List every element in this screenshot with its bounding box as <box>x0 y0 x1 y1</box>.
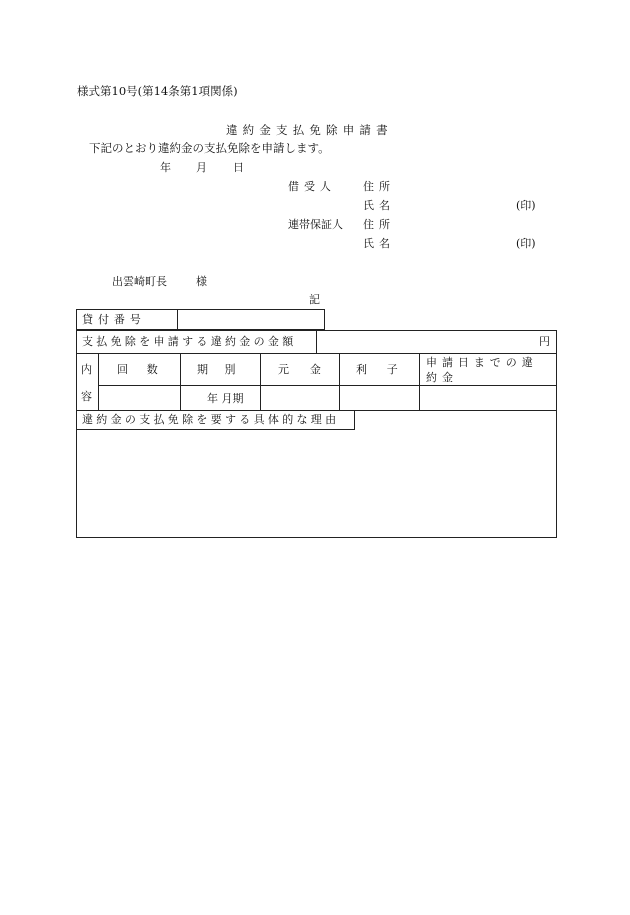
borrower-address-label: 住所 <box>363 180 395 193</box>
reason-field[interactable] <box>77 431 556 537</box>
period-unit: 年 月期 <box>207 392 244 405</box>
amount-field[interactable] <box>317 331 537 352</box>
interest-field[interactable] <box>340 386 418 409</box>
intro-text: 下記のとおり違約金の支払免除を申請します。 <box>89 141 330 155</box>
amount-label: 支払免除を申請する違約金の金額 <box>82 335 297 348</box>
col-penalty-header-line2: 約金 <box>426 371 458 384</box>
loan-number-label: 貸付番号 <box>82 313 146 326</box>
form-title: 違約金支払免除申請書 <box>226 123 393 137</box>
amount-unit: 円 <box>539 335 550 348</box>
col-interest-header: 利子 <box>356 363 418 376</box>
ki-label: 記 <box>309 293 320 306</box>
guarantor-label: 連帯保証人 <box>288 218 343 231</box>
col-penalty-header-line1: 申請日までの違 <box>426 356 538 369</box>
date-day-label: 日 <box>233 161 244 174</box>
guarantor-name-label: 氏名 <box>363 237 395 250</box>
col-principal-header: 元金 <box>278 363 342 376</box>
col-count-header: 回数 <box>117 363 177 376</box>
date-year-label: 年 <box>160 161 171 174</box>
date-month-label: 月 <box>196 161 207 174</box>
content-label-1: 内 <box>81 363 92 376</box>
loan-number-field[interactable] <box>178 310 324 329</box>
penalty-field[interactable] <box>420 386 556 409</box>
borrower-label: 借受人 <box>288 180 336 193</box>
principal-field[interactable] <box>261 386 338 409</box>
count-field[interactable] <box>99 386 179 409</box>
addressee-honorific: 様 <box>196 275 207 288</box>
form-number: 様式第10号(第14条第1項関係) <box>77 84 238 98</box>
guarantor-seal: (印) <box>516 237 536 250</box>
reason-label: 違約金の支払免除を要する具体的な理由 <box>82 413 340 426</box>
borrower-seal: (印) <box>516 199 536 212</box>
borrower-name-label: 氏名 <box>363 199 395 212</box>
content-label-2: 容 <box>81 390 92 403</box>
guarantor-address-label: 住所 <box>363 218 395 231</box>
col-period-header: 期別 <box>197 363 252 376</box>
addressee-name: 出雲崎町長 <box>112 275 167 288</box>
